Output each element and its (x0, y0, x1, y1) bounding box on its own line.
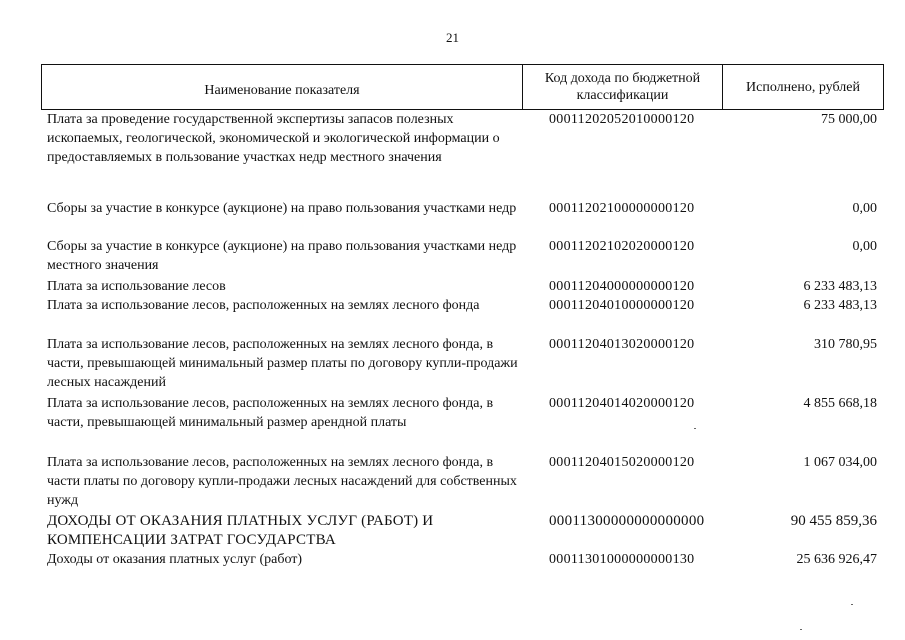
row-name: Сборы за участие в конкурсе (аукционе) на право пользования участками недр (47, 201, 517, 216)
row-amount: 310 780,95 (814, 337, 877, 352)
row-name: Доходы от оказания платных услуг (работ) (47, 552, 303, 567)
row-code: 00011202052010000120 (549, 112, 695, 127)
scan-speck (800, 629, 802, 630)
page-number: 21 (446, 30, 459, 45)
row-name: ДОХОДЫ ОТ ОКАЗАНИЯ ПЛАТНЫХ УСЛУГ (РАБОТ) И КОМПЕНСАЦИИ ЗАТРАТ ГОСУДАРСТВА (47, 513, 434, 548)
row-code: 00011202100000000120 (549, 201, 695, 216)
row-code: 00011202102020000120 (549, 239, 695, 254)
row-amount: 90 455 859,36 (790, 513, 877, 529)
column-header-code: Код дохода по бюджетной классификации (523, 65, 723, 109)
row-name: Плата за использование лесов, расположенных на землях лесного фонда (47, 298, 480, 313)
row-name: Плата за использование лесов (47, 279, 226, 294)
row-code: 00011204014020000120 (549, 396, 695, 411)
scan-speck (851, 604, 853, 605)
row-amount: 6 233 483,13 (803, 298, 877, 313)
row-name: Плата за использование лесов, расположенных на землях лесного фонда, в части, превышающей минимальный размер платы по договору купли-продажи лесных насаждений (47, 337, 518, 390)
row-name: Сборы за участие в конкурсе (аукционе) на право пользования участками недр местного значения (47, 239, 517, 273)
column-header-amount: Исполнено, рублей (746, 79, 860, 95)
row-code: 00011300000000000000 (549, 513, 705, 529)
row-amount: 1 067 034,00 (803, 455, 877, 470)
row-code: 00011204013020000120 (549, 337, 695, 352)
row-code: 00011204000000000120 (549, 279, 695, 294)
row-code: 00011204015020000120 (549, 455, 695, 470)
row-name: Плата за использование лесов, расположенных на землях лесного фонда, в части платы по договору купли-продажи лесных насаждений для собственных нужд (47, 455, 517, 508)
row-code: 00011301000000000130 (549, 552, 695, 567)
table-header (41, 64, 884, 110)
row-amount: 25 636 926,47 (796, 552, 877, 567)
row-code: 00011204010000000120 (549, 298, 695, 313)
row-amount: 4 855 668,18 (803, 396, 877, 411)
row-name: Плата за проведение государственной экспертизы запасов полезных ископаемых, геологической, экономической и экологической информации о предоставляемых в пользование участках недр местного значения (47, 112, 500, 165)
row-name: Плата за использование лесов, расположенных на землях лесного фонда, в части, превышающей минимальный размер арендной платы (47, 396, 494, 430)
scan-speck (694, 428, 696, 429)
column-header-name: Наименование показателя (42, 65, 523, 109)
row-amount: 0,00 (852, 201, 877, 216)
row-amount: 0,00 (852, 239, 877, 254)
row-amount: 75 000,00 (821, 112, 877, 127)
row-amount: 6 233 483,13 (803, 279, 877, 294)
